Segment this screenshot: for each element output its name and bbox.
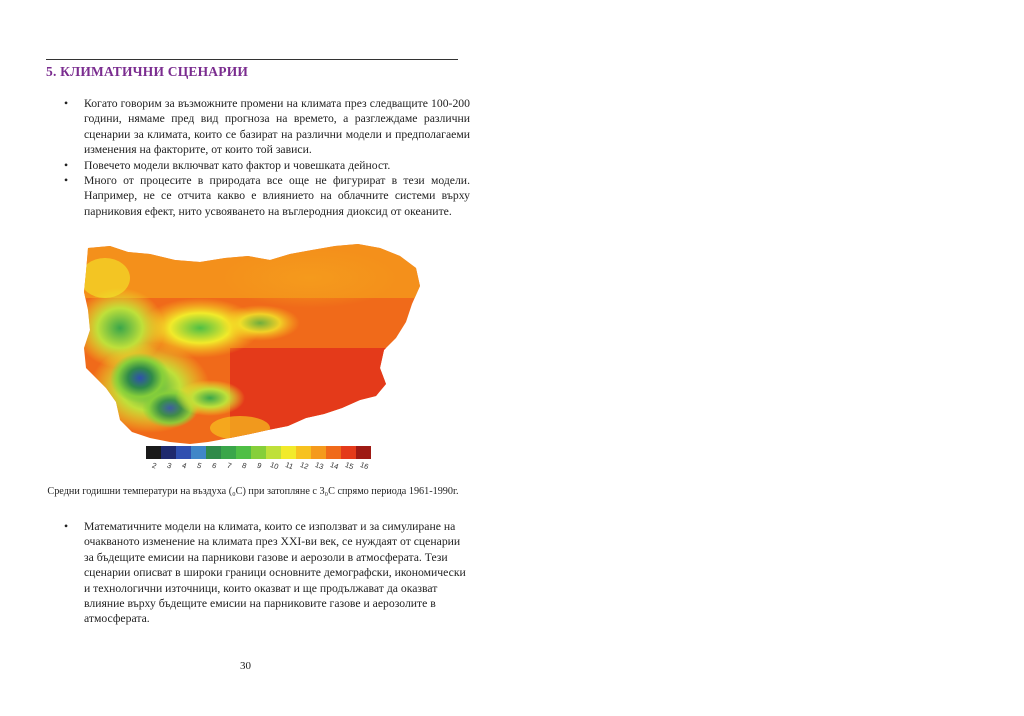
bullet-marker: • [64,158,69,172]
legend-label: 7 [225,460,233,471]
legend-label: 5 [195,460,203,471]
legend-label: 13 [313,459,325,472]
header-rule [46,59,458,60]
legend-swatch [191,446,206,459]
bullet-text: Повечето модели включват като фактор и човешката дейност. [84,158,391,172]
legend-swatch [221,446,236,459]
legend-label: 8 [240,460,248,471]
legend-label: 10 [268,459,280,472]
legend-swatch [161,446,176,459]
color-legend [146,446,371,471]
legend-swatch [296,446,311,459]
bullet-marker: • [64,520,69,533]
legend-swatch [311,446,326,459]
bullet-text: Когато говорим за възможните промени на климата през следващите 100-200 години, нямаме пред вид прогноза на времето, а разглеждаме различни сценарии за климата, които се базират на различни модели и предполагаеми изменения на факторите, от които той зависи. [84,97,470,157]
bullet-list-top [60,96,470,219]
legend-swatch [176,446,191,459]
bullet-text: Математичните модели на климата, които се използват и за симулиране на очакваното изменение на климата през XXI-ви век, се нуждаят от сценарии за бъдещите емисии на парникови газове и аерозоли в атмосферата. Тези сценарии описват в широки граници основните демографски, икономически и технологични източници, които оказват и ще продължават да оказват влияние върху бъдещите емисии на парниковите газове и аерозолите в атмосферата. [84,520,466,626]
legend-label: 15 [343,459,355,472]
legend-label: 16 [358,459,370,472]
legend-label: 6 [210,460,218,471]
legend-swatch [251,446,266,459]
section-heading: 5. КЛИМАТИЧНИ СЦЕНАРИИ [46,64,249,79]
legend-label: 2 [150,460,158,471]
legend-swatch [356,446,371,459]
legend-swatch [281,446,296,459]
bullet-text: Много от процесите в природата все още не фигурират в тези модели. Например, не се отчита какво е влиянието на облачните системи върху парниковия ефект, нито усвояването на въглеродния диоксид от океаните. [84,174,470,218]
temperature-map-image [80,238,425,478]
legend-label: 14 [328,459,340,472]
legend-swatch [146,446,161,459]
legend-label: 9 [255,460,263,471]
bullet-item [60,173,470,219]
bullet-list-bottom [60,519,470,627]
bullet-marker: • [64,97,69,110]
legend-label: 3 [165,460,173,471]
legend-swatch [206,446,221,459]
temperature-map-figure [80,238,425,478]
page-number: 30 [240,660,251,672]
legend-swatch [341,446,356,459]
bullet-item [60,158,470,173]
bullet-item [60,96,470,158]
legend-swatch [326,446,341,459]
legend-swatch [236,446,251,459]
bullet-item [60,519,470,627]
figure-caption: Средни годишни температури на въздуха (₀C) при затопляне с 3₀C спрямо периода 1961-1990г. [47,486,459,497]
legend-label: 11 [284,460,295,472]
legend-label: 12 [298,459,310,472]
legend-swatch [266,446,281,459]
legend-label: 4 [180,460,188,471]
bullet-marker: • [64,174,69,188]
